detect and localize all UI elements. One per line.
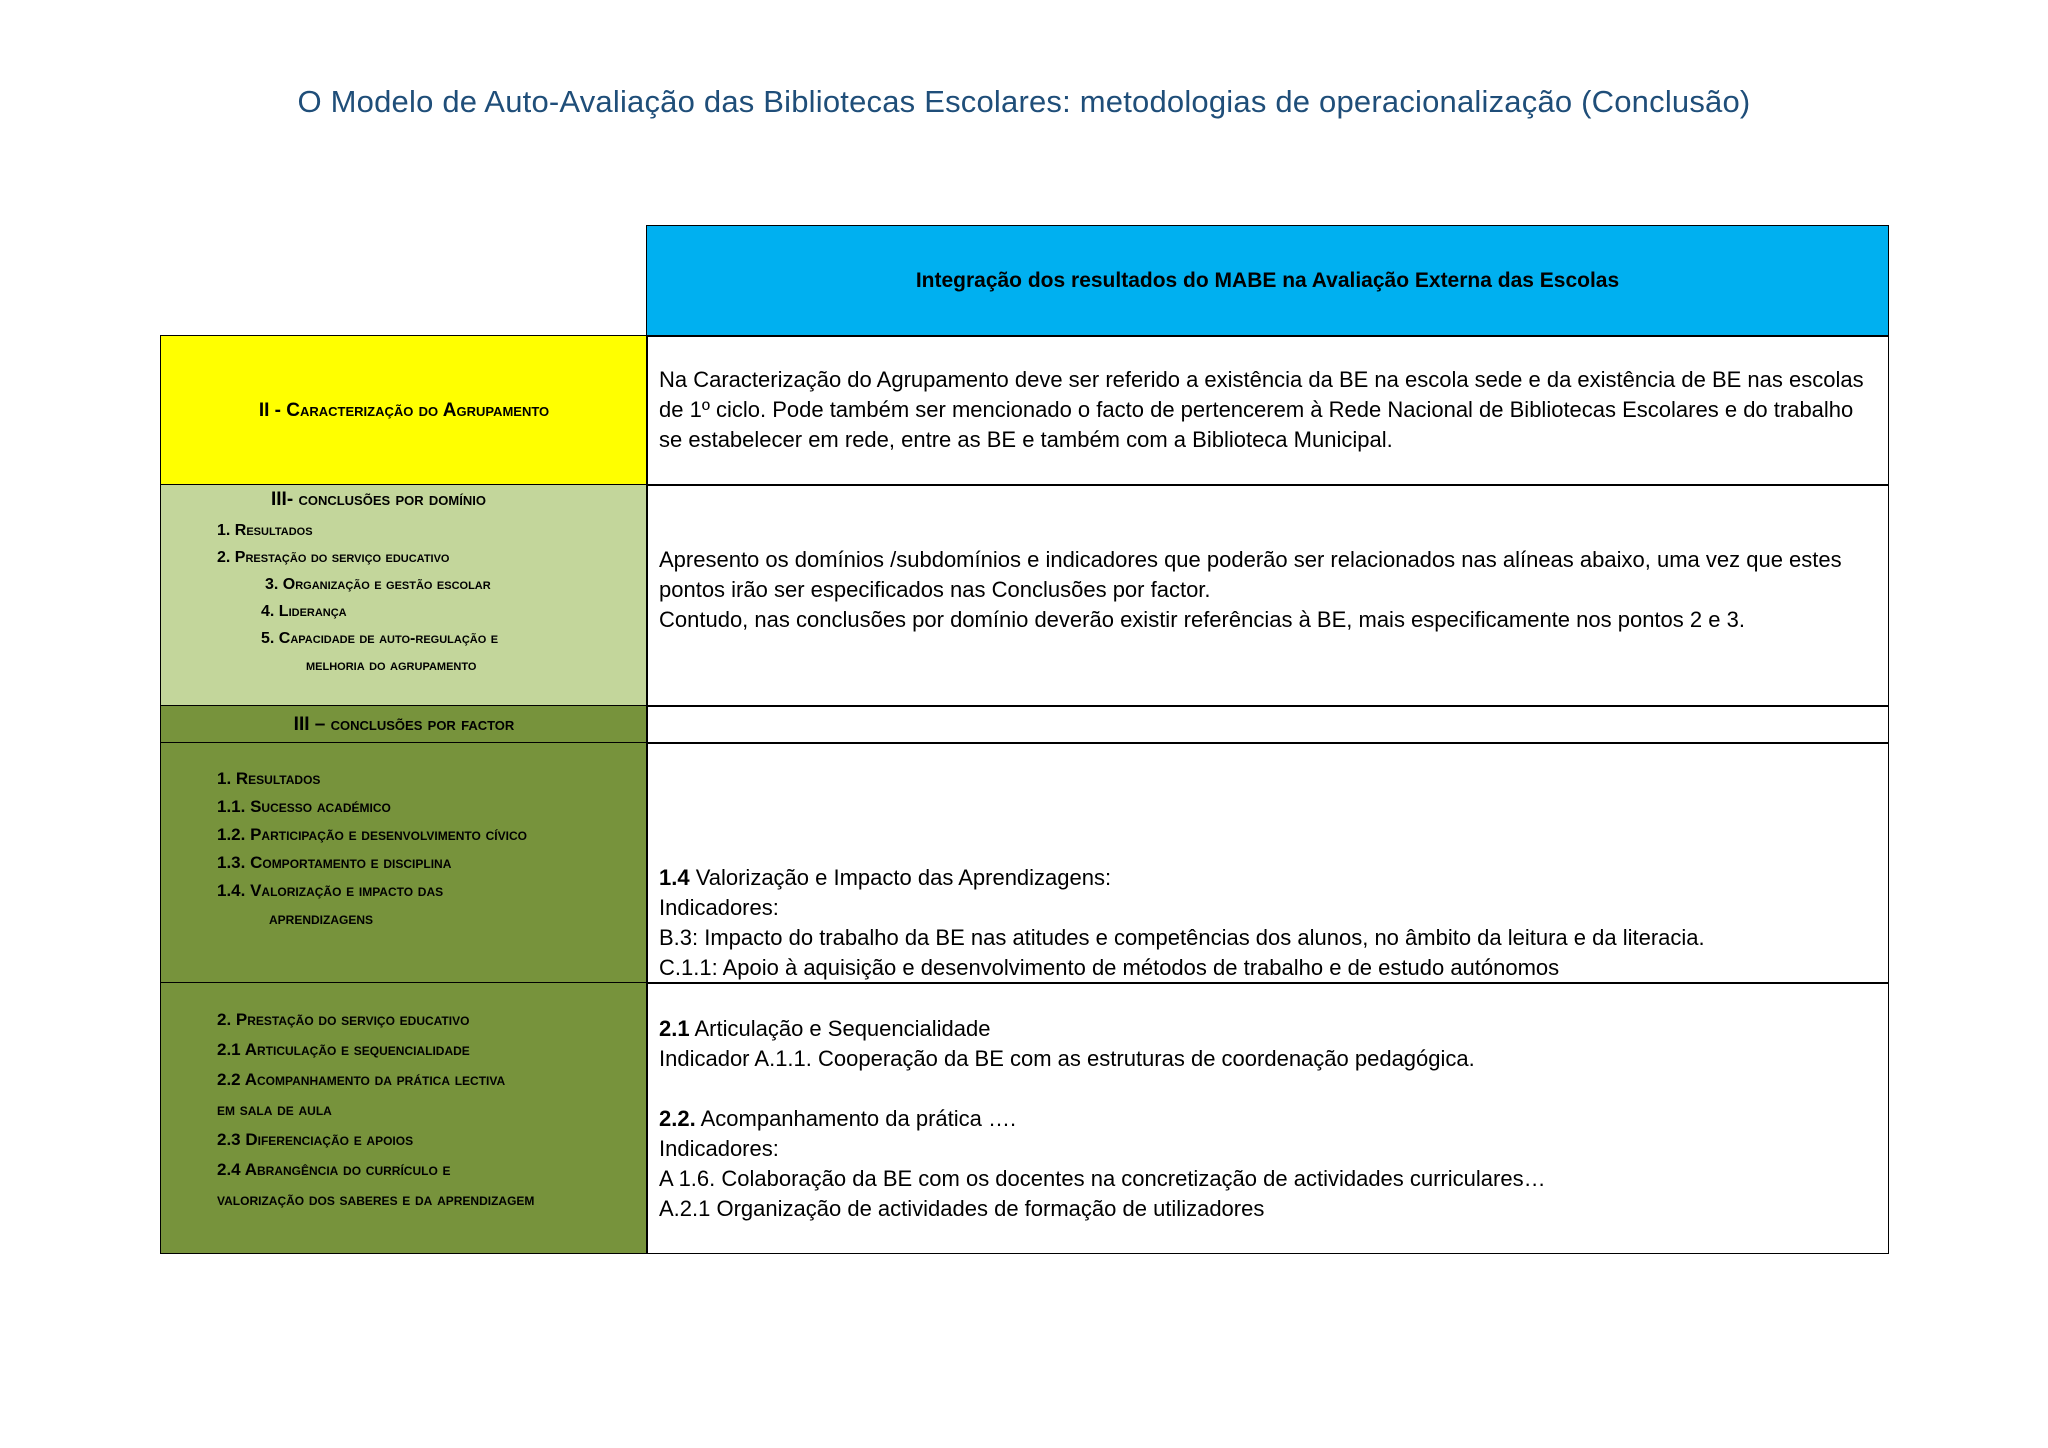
row5-left-cell	[160, 982, 648, 1254]
row5-block1-title-line	[659, 1014, 1876, 1044]
row4-line: Indicadores:	[659, 895, 779, 920]
row4-line: C.1.1: Apoio à aquisição e desenvolvimento de métodos de trabalho e de estudo autónomos	[659, 955, 1560, 980]
row3-left-cell	[160, 705, 648, 744]
row5-right-cell	[646, 982, 1889, 1254]
row5-spacer	[659, 1074, 1876, 1104]
row5-block2-title: Acompanhamento da prática ….	[695, 1106, 1017, 1131]
row4-left-cell	[160, 742, 648, 984]
row5-block1-number: 2.1	[659, 1016, 690, 1041]
row2-line: Contudo, nas conclusões por domínio deverão existir referências à BE, mais especificamente nos pontos 2 e 3.	[659, 607, 1745, 632]
list-item: melhoria do agrupamento	[306, 657, 477, 674]
row5-block2-line: A.2.1 Organização de actividades de formação de utilizadores	[659, 1196, 1265, 1221]
list-item: 2.1 Articulação e sequencialidade	[217, 1040, 470, 1059]
row2-left-cell	[160, 484, 648, 707]
row2-right-cell	[646, 484, 1889, 707]
row2-line: pontos irão ser especificados nas Conclusões por factor.	[659, 577, 1211, 602]
row5-block2-line: Indicadores:	[659, 1136, 779, 1161]
row5-block2-number: 2.2.	[659, 1106, 696, 1131]
list-item: em sala de aula	[217, 1100, 332, 1119]
row4-number: 1.4	[659, 865, 690, 890]
row5-factor-list	[161, 1005, 534, 1215]
row2-domain-list	[161, 517, 498, 679]
list-item: 2.4 Abrangência do currículo e	[217, 1160, 451, 1179]
row5-block1-line: Indicador A.1.1. Cooperação da BE com as estruturas de coordenação pedagógica.	[659, 1046, 1475, 1071]
list-item: 2.2 Acompanhamento da prática lectiva	[217, 1070, 506, 1089]
row1-heading: II - Caracterização do Agrupamento	[258, 399, 550, 421]
list-item: 3. Organização e gestão escolar	[265, 576, 491, 593]
row5-block2-line: A 1.6. Colaboração da BE com os docentes na concretização de actividades curriculares…	[659, 1166, 1546, 1191]
table-header-text: Integração dos resultados do MABE na Avaliação Externa das Escolas	[915, 269, 1620, 292]
list-item: aprendizagens	[269, 909, 374, 928]
list-item: 1.3. Comportamento e disciplina	[217, 853, 452, 872]
table-header-cell	[646, 225, 1889, 337]
row5-block2-title-line	[659, 1104, 1876, 1134]
row4-title-line	[659, 863, 1876, 893]
row4-line: B.3: Impacto do trabalho da BE nas atitudes e competências dos alunos, no âmbito da leitura e da literacia.	[659, 925, 1705, 950]
row2-line: Apresento os domínios /subdomínios e indicadores que poderão ser relacionados nas alíneas abaixo, uma vez que estes	[659, 547, 1842, 572]
list-item: 1.4. Valorização e impacto das	[217, 881, 444, 900]
list-item: 2. Prestação do serviço educativo	[217, 1010, 470, 1029]
list-item: valorização dos saberes e da aprendizagem	[217, 1190, 535, 1209]
page-title: O Modelo de Auto-Avaliação das Bibliotecas Escolares: metodologias de operacionalização (Conclusão)	[297, 84, 1751, 119]
row3-right-cell	[646, 705, 1889, 744]
row4-title: Valorização e Impacto das Aprendizagens:	[689, 865, 1112, 890]
list-item: 2. Prestação do serviço educativo	[217, 549, 450, 566]
list-item: 1. Resultados	[217, 522, 313, 539]
list-item: 1. Resultados	[217, 769, 321, 788]
row1-right-cell	[646, 335, 1889, 486]
row4-right-cell	[646, 742, 1889, 984]
row1-left-cell	[160, 335, 648, 486]
row3-heading: III – conclusões por factor	[293, 713, 515, 735]
list-item: 1.1. Sucesso académico	[217, 797, 391, 816]
row2-heading: III- conclusões por domínio	[271, 489, 486, 510]
row5-block1-title: Articulação e Sequencialidade	[689, 1016, 991, 1041]
list-item: 2.3 Diferenciação e apoios	[217, 1130, 414, 1149]
list-item: 5. Capacidade de auto-regulação e	[261, 630, 499, 647]
list-item: 4. Liderança	[261, 603, 347, 620]
row4-factor-list	[161, 765, 527, 933]
row1-text: Na Caracterização do Agrupamento deve ser referido a existência da BE na escola sede e da existência de BE nas escolas de 1º ciclo. Pode também ser mencionado o facto de pertencerem à Rede Nacional de Bibliotecas Escolares e do trabalho se estabelecer em rede, entre as BE e também com a Biblioteca Municipal.	[659, 367, 1864, 452]
list-item: 1.2. Participação e desenvolvimento cívico	[217, 825, 527, 844]
